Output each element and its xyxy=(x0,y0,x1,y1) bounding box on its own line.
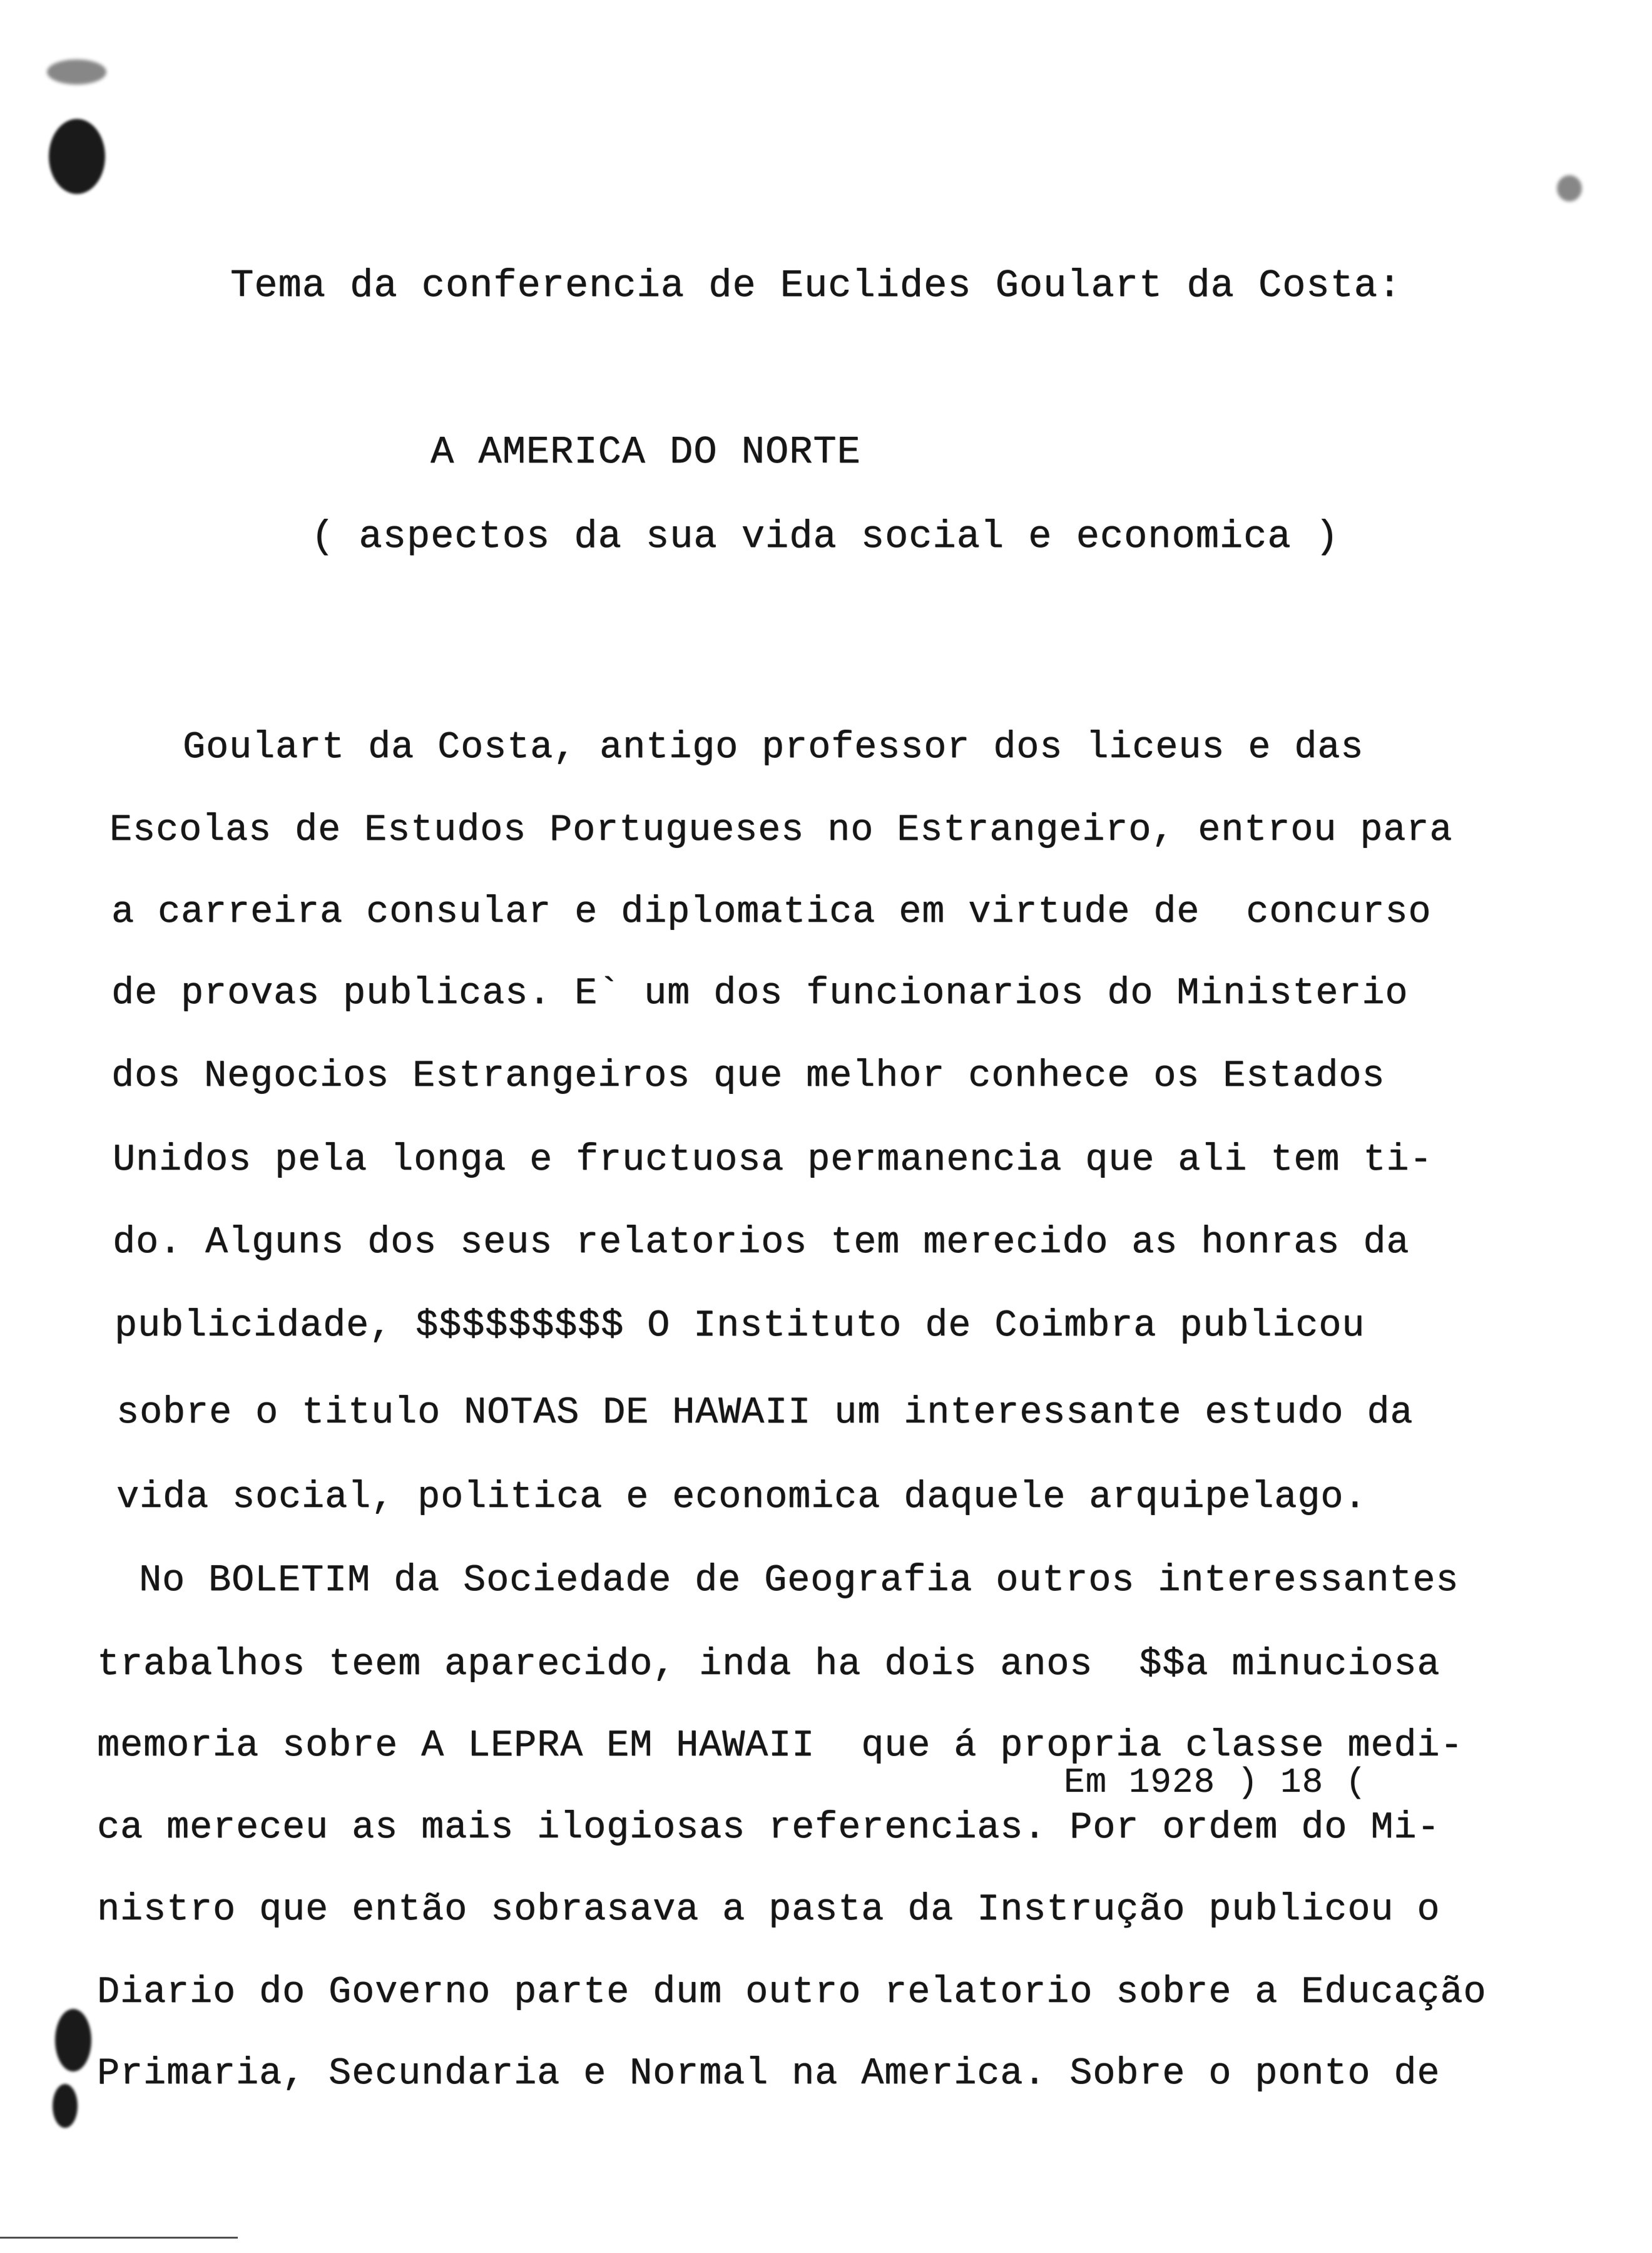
conference-theme-line: Tema da conferencia de Euclides Goulart da Costa: xyxy=(230,263,1402,308)
ink-blot-bottom-left-lower xyxy=(53,2084,78,2128)
body-line-13: memoria sobre A LEPRA EM HAWAII que á propria classe medi- xyxy=(97,1725,1464,1767)
body-line-6: Unidos pela longa e fructuosa permanencia que ali tem ti- xyxy=(113,1139,1433,1182)
body-line-1: Goulart da Costa, antigo professor dos liceus e das xyxy=(183,727,1364,769)
body-line-15: nistro que então sobrasava a pasta da Instrução publicou o xyxy=(97,1889,1440,1931)
body-line-12: trabalhos teem aparecido, inda ha dois anos $$a minuciosa xyxy=(97,1643,1440,1686)
body-line-4: de provas publicas. E` um dos funcionarios do Ministerio xyxy=(111,973,1409,1015)
ink-smudge-top-left xyxy=(47,59,106,84)
document-title: A AMERICA DO NORTE xyxy=(431,430,861,474)
ink-blot-top-left xyxy=(49,119,105,194)
ink-blot-bottom-left xyxy=(55,2009,91,2072)
body-line-10: vida social, politica e economica daquele arquipelago. xyxy=(116,1476,1367,1519)
ink-speck-top-right xyxy=(1557,175,1582,202)
body-line-9: sobre o titulo NOTAS DE HAWAII um interessante estudo da xyxy=(116,1392,1414,1434)
body-line-2: Escolas de Estudos Portugueses no Estrangeiro, entrou para xyxy=(110,809,1453,852)
body-line-7: do. Alguns dos seus relatorios tem merecido as honras da xyxy=(113,1222,1410,1264)
body-line-14: ca mereceu as mais ilogiosas referencias. Por ordem do Mi- xyxy=(97,1807,1440,1849)
body-line-8: publicidade, $$$$$$$$$ O Instituto de Coimbra publicou xyxy=(115,1305,1365,1347)
body-line-11: No BOLETIM da Sociedade de Geografia outros interessantes xyxy=(139,1560,1459,1602)
document-subtitle: ( aspectos da sua vida social e economica ) xyxy=(311,514,1339,559)
body-line-16: Diario do Governo parte dum outro relatorio sobre a Educação xyxy=(97,1971,1487,2014)
body-line-5: dos Negocios Estrangeiros que melhor conhece os Estados xyxy=(111,1055,1385,1098)
interlinear-date-note: Em 1928 ) 18 ( xyxy=(1064,1762,1367,1802)
page-edge-mark xyxy=(0,2237,238,2239)
body-line-17: Primaria, Secundaria e Normal na America. Sobre o ponto de xyxy=(97,2053,1440,2095)
body-line-3: a carreira consular e diplomatica em virtude de concurso xyxy=(111,891,1432,934)
